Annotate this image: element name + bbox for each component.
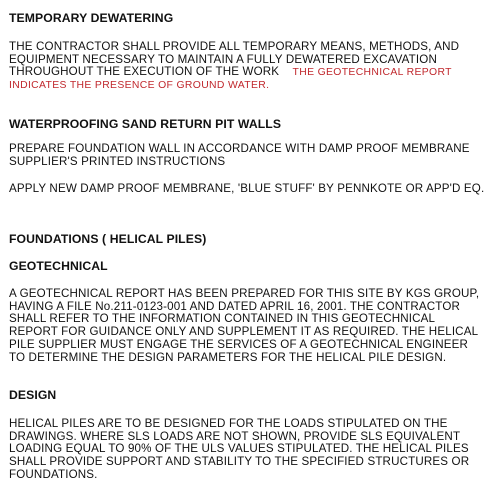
dewatering-line-3-row <box>9 66 459 80</box>
waterproofing-line-2: SUPPLIER'S PRINTED INSTRUCTIONS <box>9 154 226 168</box>
geotechnical-line-5: PILE SUPPLIER MUST ENGAGE THE SERVICES OF A GEOTECHNICAL ENGINEER <box>9 337 469 351</box>
dewatering-paragraph <box>9 41 459 93</box>
dewatering-line-3: THROUGHOUT THE EXECUTION OF THE WORK <box>9 65 280 79</box>
geotechnical-line-2: HAVING A FILE No.211-0123-001 AND DATED APRIL 16, 2001. THE CONTRACTOR <box>9 299 461 313</box>
heading-temporary-dewatering: TEMPORARY DEWATERING <box>9 11 174 25</box>
design-line-1: HELICAL PILES ARE TO BE DESIGNED FOR THE LOADS STIPULATED ON THE <box>9 417 448 430</box>
groundwater-note-line-2: INDICATES THE PRESENCE OF GROUND WATER. <box>9 80 270 92</box>
dewatering-line-1: THE CONTRACTOR SHALL PROVIDE ALL TEMPORARY MEANS, METHODS, AND <box>9 40 460 53</box>
design-line-4: SHALL PROVIDE SUPPORT AND STABILITY TO THE SPECIFIED STRUCTURES OR <box>9 455 470 469</box>
design-line-2: DRAWINGS. WHERE SLS LOADS ARE NOT SHOWN, PROVIDE SLS EQUIVALENT <box>9 429 461 443</box>
waterproofing-paragraph-2: APPLY NEW DAMP PROOF MEMBRANE, 'BLUE STUFF' BY PENNKOTE OR APP'D EQ. <box>9 182 485 195</box>
geotechnical-line-6: TO DETERMINE THE DESIGN PARAMETERS FOR THE HELICAL PILE DESIGN. <box>9 350 447 364</box>
waterproofing-paragraph-1 <box>9 143 470 168</box>
design-line-3: LOADING EQUAL TO 90% OF THE ULS VALUES STIPULATED. THE HELICAL PILES <box>9 442 469 456</box>
heading-geotechnical: GEOTECHNICAL <box>9 259 108 273</box>
heading-waterproofing: WATERPROOFING SAND RETURN PIT WALLS <box>9 117 282 131</box>
geotechnical-line-3: SHALL REFER TO THE INFORMATION CONTAINED IN THIS GEOTECHNICAL <box>9 312 436 326</box>
design-paragraph <box>9 418 469 482</box>
heading-foundations-helical-piles: FOUNDATIONS ( HELICAL PILES) <box>9 232 207 246</box>
heading-design: DESIGN <box>9 388 57 402</box>
geotechnical-paragraph <box>9 288 479 364</box>
design-line-5: FOUNDATIONS. <box>9 467 98 481</box>
groundwater-note-line-1: THE GEOTECHNICAL REPORT <box>292 67 452 79</box>
waterproofing-line-1: PREPARE FOUNDATION WALL IN ACCORDANCE WITH DAMP PROOF MEMBRANE <box>9 142 470 155</box>
geotechnical-line-1: A GEOTECHNICAL REPORT HAS BEEN PREPARED FOR THIS SITE BY KGS GROUP, <box>9 287 480 300</box>
dewatering-line-2: EQUIPMENT NECESSARY TO MAINTAIN A FULLY DEWATERED EXCAVATION <box>9 52 437 66</box>
geotechnical-line-4: REPORT FOR GUIDANCE ONLY AND SUPPLEMENT IT AS REQUIRED. THE HELICAL <box>9 325 479 339</box>
